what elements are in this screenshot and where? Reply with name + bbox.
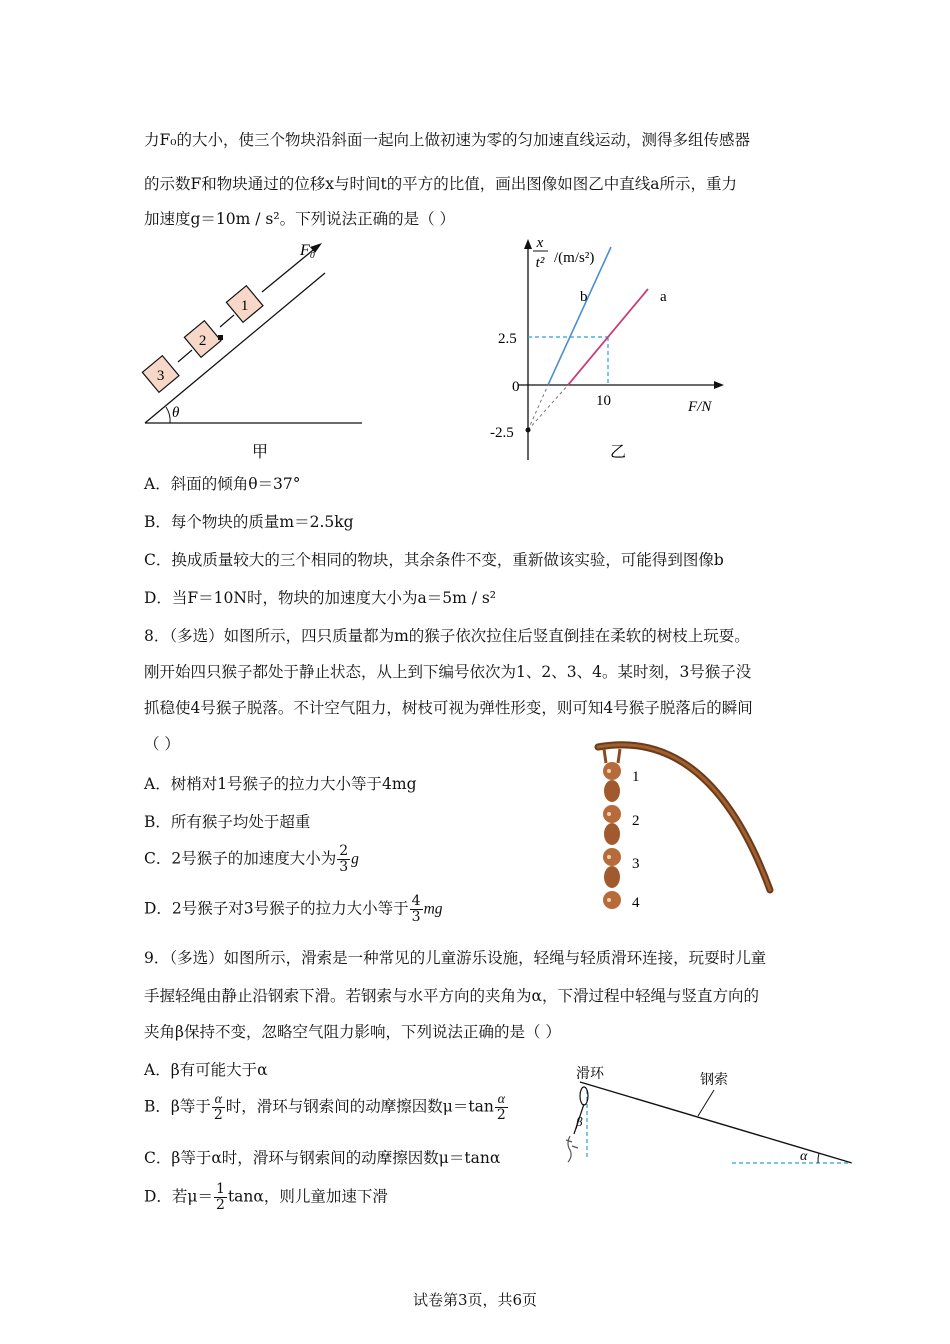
fraction-2-3: $\frac{2}{3}$ bbox=[339, 843, 349, 875]
q7-option-c: C．换成质量较大的三个相同的物块，其余条件不变，重新做该实验，可能得到图像b bbox=[144, 551, 724, 569]
q8-option-b: B．所有猴子均处于超重 bbox=[144, 813, 311, 831]
monkey-label-4: 4 bbox=[632, 895, 640, 911]
tick-2-5: 2.5 bbox=[498, 331, 517, 347]
q7-line2: 的示数F和物块通过的位移x与时间t的平方的比值，画出图像如图乙中直线a所示，重力 bbox=[144, 175, 737, 193]
ring-label: 滑环 bbox=[576, 1067, 604, 1082]
q8-option-a: A．树梢对1号猴子的拉力大小等于4mg bbox=[144, 775, 417, 793]
figure-yi-graph bbox=[478, 235, 738, 465]
line-b-label: b bbox=[580, 289, 588, 305]
q7-option-a: A．斜面的倾角θ＝37° bbox=[144, 475, 301, 493]
q9-option-d: D．若μ＝ $\frac{1}{2}$ tanα，则儿童加速下滑 bbox=[144, 1181, 388, 1213]
tick-0: 0 bbox=[512, 379, 520, 395]
beta-label: β bbox=[576, 1114, 583, 1129]
caption-jia: 甲 bbox=[251, 444, 269, 461]
theta-label: θ bbox=[172, 405, 180, 421]
line-a-label: a bbox=[660, 289, 667, 305]
monkey-label-2: 2 bbox=[632, 813, 640, 829]
monkey-label-3: 3 bbox=[632, 856, 640, 872]
q8-line1: 8．（多选）如图所示，四只质量都为m的猴子依次拉住后竖直倒挂在柔软的树枝上玩耍。 bbox=[144, 627, 750, 645]
alpha-label: α bbox=[800, 1149, 808, 1164]
cable-label: 钢索 bbox=[700, 1073, 728, 1088]
q9-option-c: C．β等于α时，滑环与钢索间的动摩擦因数μ＝tanα bbox=[144, 1149, 501, 1167]
q8-option-c: C．2号猴子的加速度大小为 $\frac{2}{3}$ g bbox=[144, 843, 359, 875]
fraction-4-3: $\frac{4}{3}$ bbox=[411, 893, 421, 925]
tick-10: 10 bbox=[596, 393, 611, 409]
q9-line3: 夹角β保持不变，忽略空气阻力影响，下列说法正确的是（ ） bbox=[144, 1023, 561, 1041]
x-axis-label: F/N bbox=[688, 399, 712, 415]
q8-line3: 抓稳使4号猴子脱落。不计空气阻力，树枝可视为弹性形变，则可知4号猴子脱落后的瞬间 bbox=[144, 699, 753, 717]
monkey-chain bbox=[603, 749, 621, 909]
q7-line3: 加速度g＝10m / s²。下列说法正确的是（ ） bbox=[144, 210, 456, 228]
fraction-alpha-2-a: $\frac{\alpha}{2}$ bbox=[213, 1092, 223, 1123]
figure-jia-incline bbox=[140, 235, 380, 465]
monkey-label-1: 1 bbox=[632, 769, 640, 785]
fraction-alpha-2-b: $\frac{\alpha}{2}$ bbox=[496, 1092, 506, 1123]
block-2-label: 2 bbox=[198, 333, 207, 350]
y-axis-unit: /(m/s²) bbox=[554, 250, 595, 266]
force-f0-label: F₀ bbox=[300, 242, 316, 259]
block-3-label: 3 bbox=[156, 368, 165, 385]
tick-neg-2-5: -2.5 bbox=[490, 425, 514, 441]
y-label-x: x bbox=[536, 235, 544, 251]
fraction-1-2: $\frac{1}{2}$ bbox=[216, 1181, 225, 1213]
q8-line4: （ ） bbox=[144, 735, 180, 753]
caption-yi: 乙 bbox=[609, 444, 627, 461]
page-footer: 试卷第3页，共6页 bbox=[412, 1291, 538, 1309]
steel-cable bbox=[580, 1082, 852, 1163]
q8-option-d: D．2号猴子对3号猴子的拉力大小等于 $\frac{4}{3}$ mg bbox=[144, 893, 443, 925]
figure-zipline bbox=[550, 1060, 860, 1170]
q7-option-b: B．每个物块的质量m＝2.5kg bbox=[144, 513, 354, 531]
q7-option-d: D．当F＝10N时，物块的加速度大小为a＝5m / s² bbox=[144, 589, 497, 607]
q9-option-b: B．β等于 $\frac{\alpha}{2}$ 时，滑环与钢索间的动摩擦因数μ＝tan $\frac{\alpha}{2}$ bbox=[144, 1092, 506, 1123]
q8-line2: 刚开始四只猴子都处于静止状态，从上到下编号依次为1、2、3、4。某时刻，3号猴子没 bbox=[144, 663, 752, 681]
q9-line1: 9．（多选）如图所示，滑索是一种常见的儿童游乐设施，轻绳与轻质滑环连接，玩耍时儿童 bbox=[144, 949, 767, 967]
block-1-label: 1 bbox=[240, 298, 249, 315]
q9-line2: 手握轻绳由静止沿钢索下滑。若钢索与水平方向的夹角为α，下滑过程中轻绳与竖直方向的 bbox=[144, 987, 759, 1005]
y-label-t2: t² bbox=[535, 255, 545, 271]
q9-option-a: A．β有可能大于α bbox=[144, 1061, 268, 1079]
q7-line1: 力F₀的大小，使三个物块沿斜面一起向上做初速为零的匀加速直线运动，测得多组传感器 bbox=[144, 131, 750, 149]
line-b bbox=[548, 247, 611, 385]
figure-monkeys-branch bbox=[590, 735, 780, 920]
